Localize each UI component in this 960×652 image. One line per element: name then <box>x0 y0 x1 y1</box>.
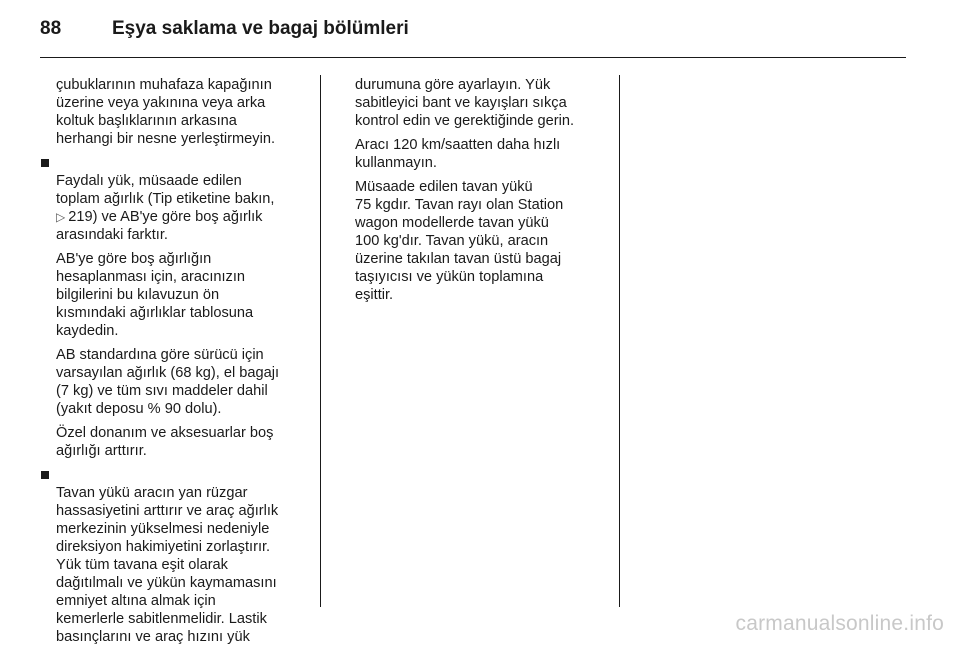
column-divider <box>320 75 321 607</box>
arrow-right-icon: ▷ <box>56 210 66 224</box>
bullet-icon <box>41 471 49 479</box>
left-column <box>40 76 306 652</box>
paragraph: çubuklarının muhafaza kapağının üzerine veya yakınına veya arka koltuk başlıklarının arkasına herhangi bir nesne yerleştirmeyin. <box>56 77 276 147</box>
paragraph: durumuna göre ayarlayın. Yük sabitleyici bant ve kayışları sıkça kontrol edin ve gerektiğinde gerin. <box>355 77 575 129</box>
column-divider <box>619 75 620 607</box>
paragraph: Aracı 120 km/saatten daha hızlı kullanmayın. <box>355 137 561 171</box>
bullet-text: Faydalı yük, müsaade edilen toplam ağırlık (Tip etiketine bakın, <box>56 173 275 207</box>
watermark: carmanualsonline.info <box>735 612 944 635</box>
bullet-text: Tavan yükü aracın yan rüzgar hassasiyetini arttırır ve araç ağırlık merkezinin yükselmesi nedeniyle direksiyon hakimiyetini zorlaştırır. Yük tüm tavana eşit olarak dağıtılmalı ve yükün kaymamasını emniyet altına almak için kemerlerle sabitlenmelidir. Lastik basınçlarını ve araç hızını yük <box>56 485 279 645</box>
paragraph: Müsaade edilen tavan yükü 75 kgdır. Tavan rayı olan Station wagon modellerde tavan yükü 100 kg'dır. Tavan yükü, aracın üzerine takılan tavan üstü bagaj taşıyıcısı ve yükün toplamına eşittir. <box>355 179 564 303</box>
bullet-item-payload <box>40 154 306 244</box>
paragraph: AB standardına göre sürücü için varsayılan ağırlık (68 kg), el bagajı (7 kg) ve tüm sıvı maddeler dahil (yakıt deposu % 90 dolu). <box>56 347 280 417</box>
page-title: Eşya saklama ve bagaj bölümleri <box>112 18 409 39</box>
page-header <box>40 18 409 48</box>
header-rule <box>40 57 906 58</box>
bullet-item-roof-load <box>40 466 306 646</box>
page-number: 88 <box>40 18 62 39</box>
page-reference-text: 219) ve AB'ye göre boş ağırlık arasındaki farktır. <box>56 209 263 243</box>
bullet-icon <box>41 159 49 167</box>
right-column <box>355 76 605 310</box>
paragraph: Özel donanım ve aksesuarlar boş ağırlığı arttırır. <box>56 425 274 459</box>
paragraph: AB'ye göre boş ağırlığın hesaplanması için, aracınızın bilgilerini bu kılavuzun ön kısmındaki ağırlıklar tablosuna kaydedin. <box>56 251 254 339</box>
